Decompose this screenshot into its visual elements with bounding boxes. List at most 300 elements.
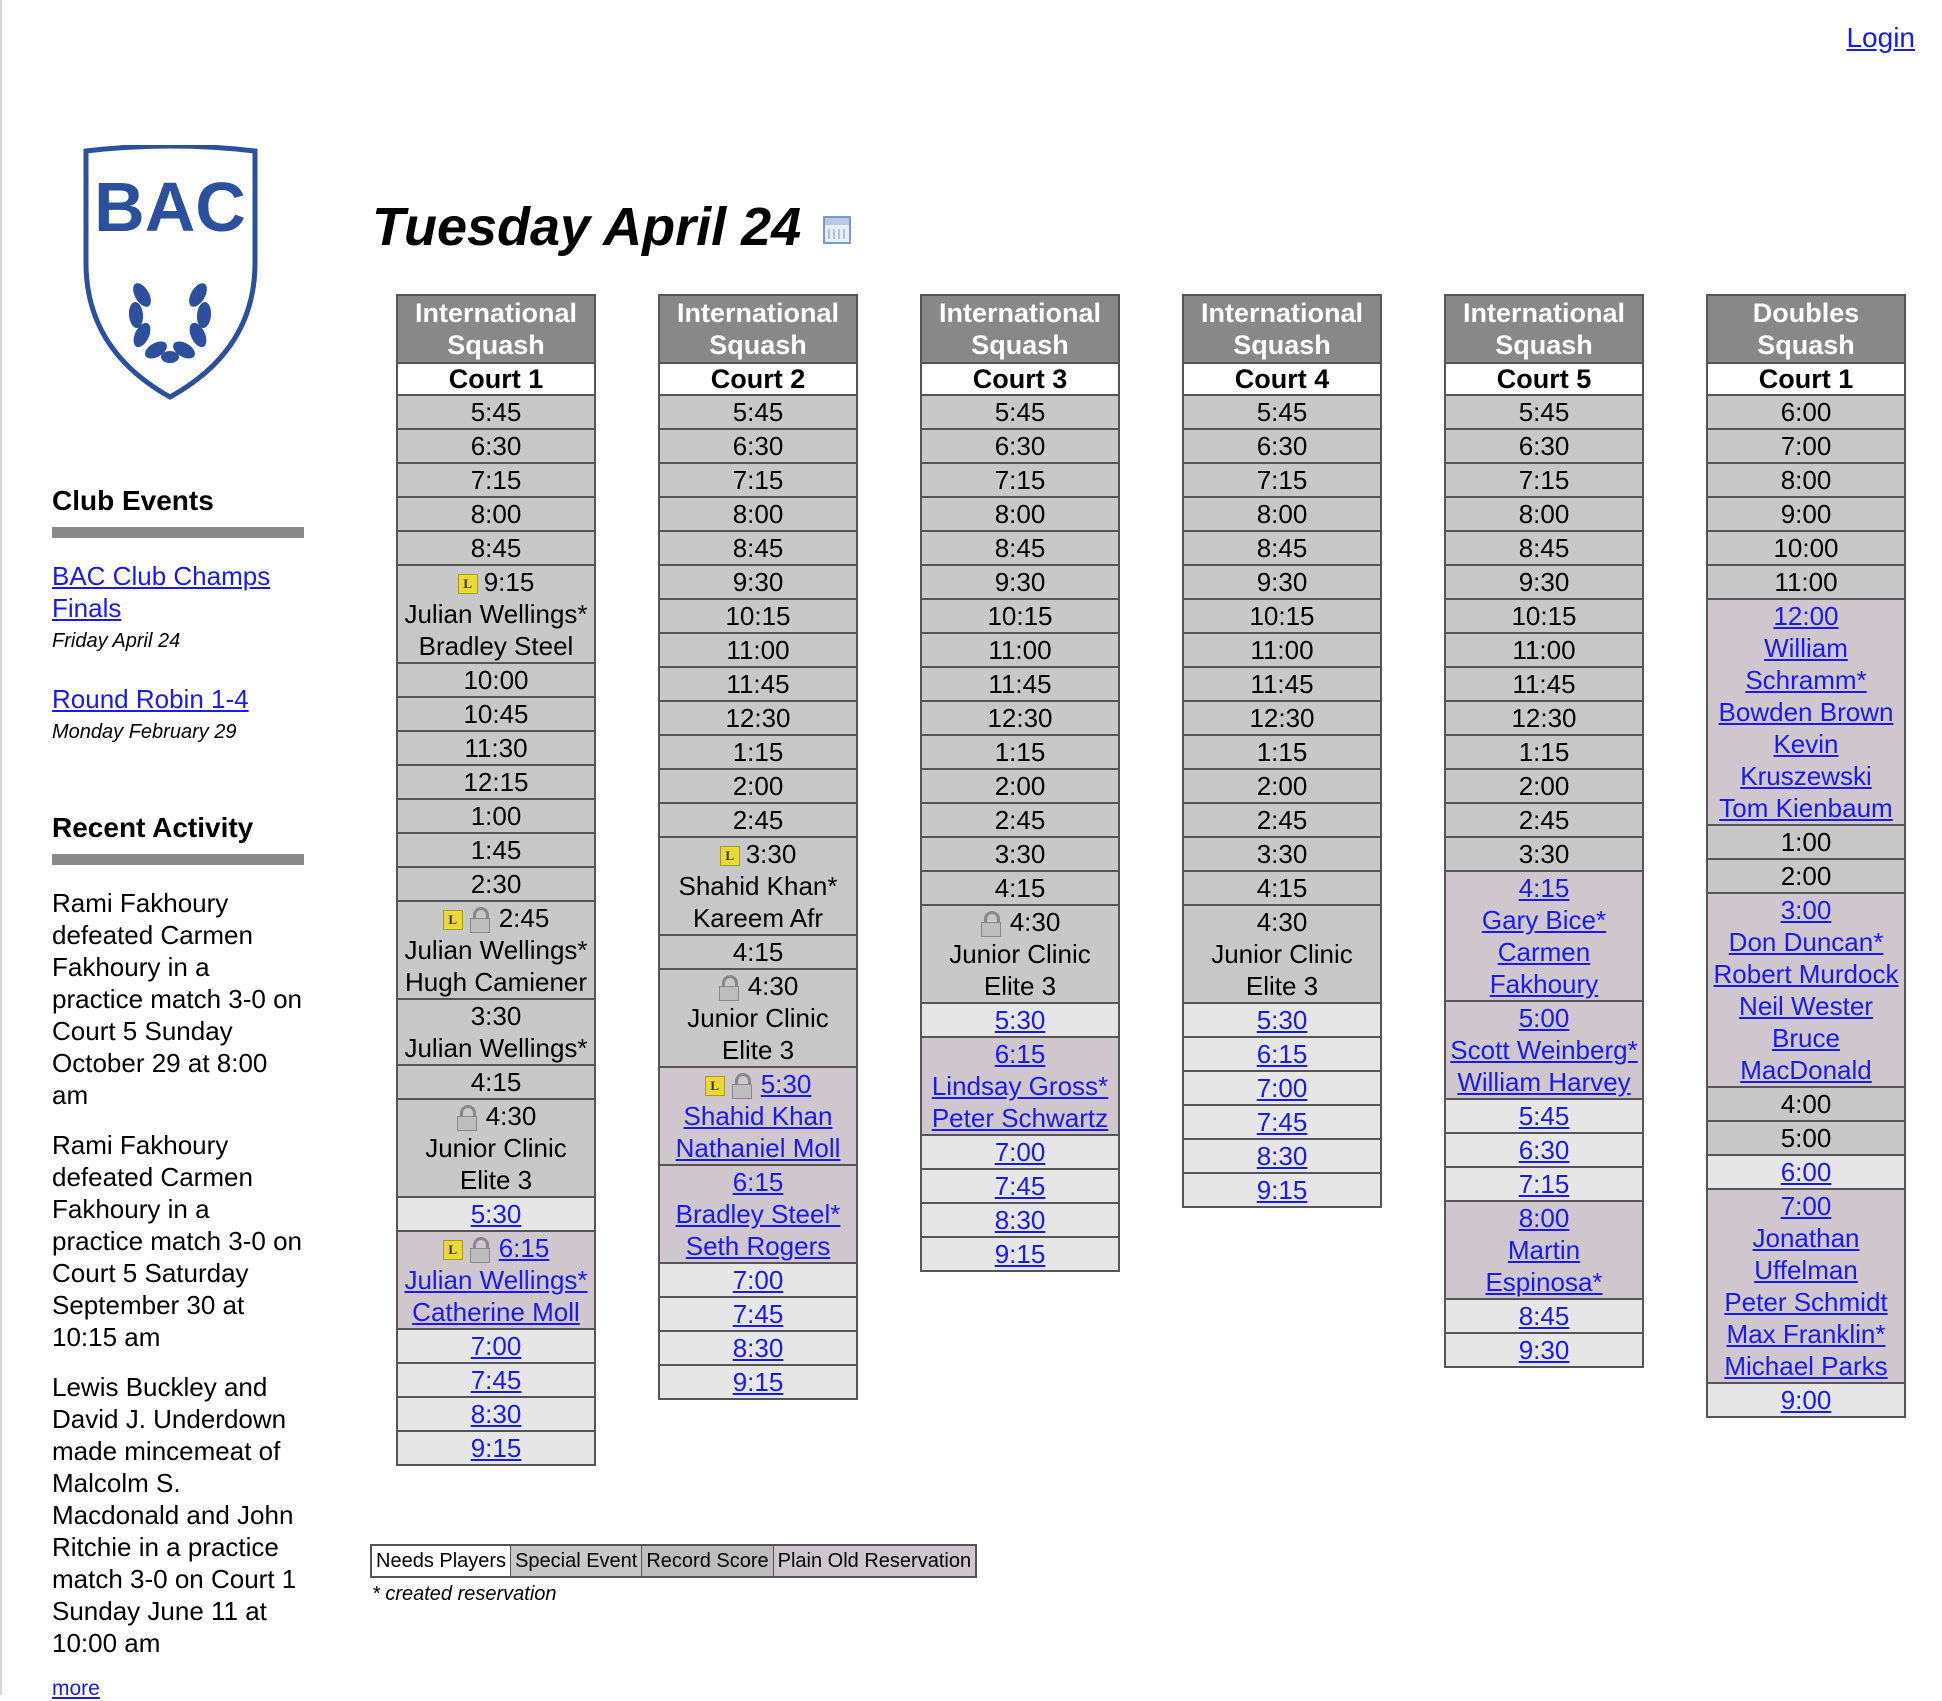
slot-time-text[interactable]: 7:45 bbox=[732, 1299, 784, 1329]
slot-player-name[interactable]: Robert Murdock bbox=[1713, 959, 1899, 989]
slot-time-text[interactable]: 7:15 bbox=[1518, 1169, 1570, 1199]
slot-player-name[interactable]: Peter Schwartz bbox=[931, 1103, 1109, 1133]
slot-time[interactable] bbox=[1446, 1168, 1642, 1200]
time-slot[interactable] bbox=[1708, 894, 1904, 1088]
slot-time[interactable] bbox=[1708, 1190, 1904, 1222]
slot-player-name[interactable]: Michael Parks bbox=[1724, 1351, 1888, 1381]
slot-time bbox=[660, 970, 856, 1002]
slot-player[interactable] bbox=[1446, 1066, 1642, 1098]
slot-time[interactable] bbox=[398, 1398, 594, 1430]
time-slot bbox=[660, 838, 856, 936]
slot-player[interactable] bbox=[1446, 968, 1642, 1000]
slot-time-text[interactable]: 7:45 bbox=[1256, 1107, 1308, 1137]
time-slot bbox=[1184, 600, 1380, 634]
time-slot[interactable] bbox=[660, 1298, 856, 1332]
slot-time-text[interactable]: 8:00 bbox=[1518, 1203, 1570, 1233]
slot-player-name[interactable]: William bbox=[1764, 633, 1848, 663]
slot-time[interactable] bbox=[922, 1038, 1118, 1070]
time-slot[interactable] bbox=[1708, 1384, 1904, 1416]
slot-time bbox=[1184, 498, 1380, 530]
slot-time[interactable] bbox=[660, 1298, 856, 1330]
time-slot[interactable] bbox=[1184, 1072, 1380, 1106]
slot-time[interactable] bbox=[398, 1198, 594, 1230]
time-slot bbox=[1708, 1088, 1904, 1122]
time-slot[interactable] bbox=[1184, 1038, 1380, 1072]
slot-time-text: 11:45 bbox=[1250, 669, 1314, 699]
slot-time-text[interactable]: 7:00 bbox=[470, 1331, 522, 1361]
club-events-heading: Club Events bbox=[52, 485, 214, 516]
league-l-icon: L bbox=[458, 574, 478, 594]
slot-time-text[interactable]: 4:15 bbox=[1518, 873, 1570, 903]
slot-time[interactable] bbox=[660, 1166, 856, 1198]
slot-player[interactable] bbox=[1708, 1286, 1904, 1318]
slot-time-text[interactable]: 7:00 bbox=[994, 1137, 1046, 1167]
slot-time[interactable] bbox=[1184, 1140, 1380, 1172]
slot-time[interactable] bbox=[922, 1136, 1118, 1168]
time-slot[interactable] bbox=[398, 1432, 594, 1464]
slot-time-text: 7:00 bbox=[1780, 431, 1832, 461]
slot-time[interactable] bbox=[1446, 1100, 1642, 1132]
slot-player[interactable] bbox=[922, 1102, 1118, 1134]
slot-player-name[interactable]: Martin bbox=[1507, 1235, 1581, 1265]
slot-time-text[interactable]: 7:00 bbox=[732, 1265, 784, 1295]
slot-player[interactable] bbox=[922, 1070, 1118, 1102]
slot-time-text: 7:15 bbox=[470, 465, 522, 495]
more-link[interactable]: more bbox=[52, 1677, 100, 1700]
slot-time bbox=[398, 464, 594, 496]
league-l-icon: L bbox=[705, 1076, 725, 1096]
slot-time-text[interactable]: 6:15 bbox=[1256, 1039, 1308, 1069]
slot-time bbox=[1184, 396, 1380, 428]
slot-time bbox=[1708, 396, 1904, 428]
court-type-header: International Squash bbox=[660, 296, 856, 362]
slot-time-text[interactable]: 6:00 bbox=[1780, 1157, 1832, 1187]
time-slot[interactable] bbox=[660, 1264, 856, 1298]
slot-time[interactable] bbox=[398, 1364, 594, 1396]
slot-time-text: 10:15 bbox=[1249, 601, 1315, 631]
slot-player[interactable] bbox=[1708, 1222, 1904, 1254]
slot-time-text: 12:30 bbox=[987, 703, 1053, 733]
slot-player-name[interactable]: Bowden Brown bbox=[1718, 697, 1894, 727]
time-slot bbox=[660, 634, 856, 668]
slot-player[interactable] bbox=[398, 1296, 594, 1328]
slot-time bbox=[1184, 566, 1380, 598]
slot-time[interactable] bbox=[922, 1004, 1118, 1036]
slot-time bbox=[398, 566, 594, 598]
slot-player[interactable] bbox=[1708, 1350, 1904, 1382]
slot-time[interactable] bbox=[660, 1264, 856, 1296]
slot-time-text: 8:00 bbox=[1256, 499, 1308, 529]
slot-time[interactable] bbox=[1446, 1300, 1642, 1332]
slot-time-text: 7:15 bbox=[1256, 465, 1308, 495]
time-slot[interactable] bbox=[1184, 1106, 1380, 1140]
slot-time-text[interactable]: 9:15 bbox=[470, 1433, 522, 1463]
court-column bbox=[658, 294, 858, 1400]
slot-player[interactable] bbox=[1708, 696, 1904, 728]
time-slot bbox=[922, 906, 1118, 1004]
slot-player-name[interactable]: Fakhoury bbox=[1489, 969, 1599, 999]
time-slot bbox=[398, 498, 594, 532]
court-type-header: International Squash bbox=[1184, 296, 1380, 362]
time-slot[interactable] bbox=[922, 1238, 1118, 1270]
slot-time-text[interactable]: 5:30 bbox=[760, 1069, 812, 1099]
court-name: Court 3 bbox=[922, 362, 1118, 396]
slot-time bbox=[398, 1066, 594, 1098]
slot-time-text[interactable]: 6:15 bbox=[732, 1167, 784, 1197]
court-type-header: International Squash bbox=[922, 296, 1118, 362]
slot-time bbox=[1446, 396, 1642, 428]
time-slot[interactable] bbox=[1184, 1140, 1380, 1174]
time-slot[interactable] bbox=[922, 1170, 1118, 1204]
slot-player[interactable] bbox=[1446, 904, 1642, 936]
court-type-header: Doubles Squash bbox=[1708, 296, 1904, 362]
time-slot[interactable] bbox=[1446, 1134, 1642, 1168]
slot-player-name[interactable]: Max Franklin* bbox=[1726, 1319, 1886, 1349]
slot-time[interactable] bbox=[922, 1204, 1118, 1236]
time-slot bbox=[398, 1066, 594, 1100]
slot-time-text: 6:30 bbox=[732, 431, 784, 461]
slot-player-name[interactable]: Bruce bbox=[1772, 1023, 1840, 1053]
time-slot[interactable] bbox=[1708, 1190, 1904, 1384]
slot-time bbox=[398, 532, 594, 564]
time-slot[interactable] bbox=[1446, 1300, 1642, 1334]
slot-player-name[interactable]: Kruszewski bbox=[1740, 761, 1872, 791]
slot-time-text: 1:00 bbox=[470, 801, 522, 831]
slot-time[interactable] bbox=[1184, 1072, 1380, 1104]
slot-time[interactable] bbox=[1446, 1334, 1642, 1366]
time-slot bbox=[660, 736, 856, 770]
time-slot bbox=[1446, 532, 1642, 566]
time-slot[interactable] bbox=[1446, 1168, 1642, 1202]
time-slot bbox=[1184, 906, 1380, 1004]
court-column bbox=[1706, 294, 1906, 1418]
slot-time-text: 3:30 bbox=[1256, 839, 1308, 869]
slot-time-text[interactable]: 9:15 bbox=[732, 1367, 784, 1397]
slot-time-text: 9:30 bbox=[994, 567, 1046, 597]
time-slot[interactable] bbox=[922, 1204, 1118, 1238]
slot-time bbox=[1184, 702, 1380, 734]
slot-player[interactable] bbox=[1708, 1054, 1904, 1086]
slot-time bbox=[1184, 464, 1380, 496]
slot-time bbox=[922, 736, 1118, 768]
time-slot[interactable] bbox=[1184, 1004, 1380, 1038]
slot-time-text: 10:00 bbox=[463, 665, 529, 695]
slot-time[interactable] bbox=[660, 1366, 856, 1398]
slot-player[interactable] bbox=[1446, 1034, 1642, 1066]
slot-time bbox=[660, 532, 856, 564]
court-name: Court 4 bbox=[1184, 362, 1380, 396]
slot-time[interactable] bbox=[1708, 600, 1904, 632]
slot-player-name[interactable]: Seth Rogers bbox=[685, 1231, 831, 1261]
slot-time[interactable] bbox=[398, 1432, 594, 1464]
time-slot bbox=[398, 766, 594, 800]
time-slot bbox=[922, 702, 1118, 736]
time-slot bbox=[1184, 838, 1380, 872]
slot-player-name[interactable]: William Harvey bbox=[1457, 1067, 1631, 1097]
slot-time-text[interactable]: 5:30 bbox=[994, 1005, 1046, 1035]
slot-time[interactable] bbox=[660, 1332, 856, 1364]
time-slot bbox=[1446, 804, 1642, 838]
time-slot bbox=[1184, 634, 1380, 668]
time-slot[interactable] bbox=[1184, 1174, 1380, 1206]
slot-time-text[interactable]: 5:30 bbox=[1256, 1005, 1308, 1035]
slot-time-text: 4:15 bbox=[732, 937, 784, 967]
slot-time-text[interactable]: 8:30 bbox=[1256, 1141, 1308, 1171]
time-slot[interactable] bbox=[1446, 1002, 1642, 1100]
time-slot[interactable] bbox=[1446, 1202, 1642, 1300]
slot-player[interactable] bbox=[1708, 1022, 1904, 1054]
slot-player[interactable] bbox=[1708, 664, 1904, 696]
slot-time-text: 8:00 bbox=[732, 499, 784, 529]
slot-time-text[interactable]: 8:30 bbox=[470, 1399, 522, 1429]
court-column bbox=[1444, 294, 1644, 1368]
slot-time-text: 11:00 bbox=[1250, 635, 1314, 665]
event-link[interactable]: BAC Club Champs Finals bbox=[52, 561, 271, 623]
slot-time bbox=[660, 804, 856, 836]
slot-player bbox=[398, 598, 594, 630]
time-slot[interactable] bbox=[398, 1364, 594, 1398]
slot-player-name: Junior Clinic bbox=[425, 1133, 567, 1163]
slot-time bbox=[1184, 838, 1380, 870]
slot-time-text: 5:45 bbox=[470, 397, 522, 427]
time-slot bbox=[922, 668, 1118, 702]
slot-time bbox=[1184, 668, 1380, 700]
time-slot[interactable] bbox=[1708, 600, 1904, 826]
time-slot bbox=[660, 668, 856, 702]
slot-time-text: 6:30 bbox=[1518, 431, 1570, 461]
slot-time-text[interactable]: 7:45 bbox=[994, 1171, 1046, 1201]
slot-player[interactable] bbox=[660, 1198, 856, 1230]
slot-time[interactable] bbox=[1708, 1384, 1904, 1416]
lock-icon bbox=[469, 1237, 491, 1263]
slot-player[interactable] bbox=[660, 1132, 856, 1164]
slot-time-text[interactable]: 9:15 bbox=[1256, 1175, 1308, 1205]
slot-player[interactable] bbox=[660, 1100, 856, 1132]
time-slot[interactable] bbox=[922, 1038, 1118, 1136]
slot-time-text[interactable]: 8:45 bbox=[1518, 1301, 1570, 1331]
slot-time-text: 11:00 bbox=[1774, 567, 1838, 597]
time-slot bbox=[1184, 770, 1380, 804]
legend-note: * created reservation bbox=[372, 1583, 557, 1605]
court-name: Court 5 bbox=[1446, 362, 1642, 396]
time-slot[interactable] bbox=[922, 1004, 1118, 1038]
slot-player-name[interactable]: Jonathan bbox=[1752, 1223, 1860, 1253]
slot-player bbox=[660, 1034, 856, 1066]
slot-player[interactable] bbox=[1708, 926, 1904, 958]
slot-time-text: 9:30 bbox=[1518, 567, 1570, 597]
court-name: Court 1 bbox=[1708, 362, 1904, 396]
slot-player-name[interactable]: Lindsay Gross* bbox=[931, 1071, 1109, 1101]
logo-text: BAC bbox=[94, 168, 246, 246]
slot-time bbox=[1708, 1122, 1904, 1154]
slot-player-name[interactable]: Espinosa* bbox=[1485, 1267, 1603, 1297]
time-slot[interactable] bbox=[1446, 1334, 1642, 1366]
time-slot[interactable] bbox=[398, 1398, 594, 1432]
time-slot bbox=[1184, 430, 1380, 464]
slot-time[interactable] bbox=[1708, 894, 1904, 926]
court-column bbox=[920, 294, 1120, 1272]
slot-player[interactable] bbox=[1708, 1318, 1904, 1350]
time-slot[interactable] bbox=[660, 1332, 856, 1366]
slot-time-text[interactable]: 8:30 bbox=[994, 1205, 1046, 1235]
slot-player-name[interactable]: Don Duncan* bbox=[1728, 927, 1884, 957]
slot-time-text[interactable]: 3:00 bbox=[1780, 895, 1832, 925]
activity-item: Lewis Buckley and David J. Underdown made mincemeat of Malcolm S. Macdonald and John Ritchie in a practice match 3-0 on Court 1 Sunday June 11 at 10:00 am bbox=[52, 1372, 297, 1658]
slot-player[interactable] bbox=[1446, 1266, 1642, 1298]
slot-time[interactable] bbox=[1446, 1202, 1642, 1234]
time-slot bbox=[922, 736, 1118, 770]
slot-time-text: 8:00 bbox=[470, 499, 522, 529]
slot-time-text[interactable]: 6:15 bbox=[994, 1039, 1046, 1069]
time-slot[interactable] bbox=[1446, 872, 1642, 1002]
slot-player-name[interactable]: Scott Weinberg* bbox=[1450, 1035, 1638, 1065]
slot-time-text: 1:15 bbox=[732, 737, 784, 767]
slot-time[interactable] bbox=[1184, 1174, 1380, 1206]
slot-player[interactable] bbox=[1446, 1234, 1642, 1266]
slot-time-text: 10:00 bbox=[1773, 533, 1839, 563]
slot-time-text[interactable]: 5:45 bbox=[1518, 1101, 1570, 1131]
slot-time[interactable] bbox=[1184, 1106, 1380, 1138]
slot-time[interactable] bbox=[1708, 1156, 1904, 1188]
slot-time[interactable] bbox=[398, 1232, 594, 1264]
slot-player-name[interactable]: Carmen bbox=[1497, 937, 1591, 967]
time-slot bbox=[1446, 498, 1642, 532]
slot-time-text: 4:30 bbox=[747, 971, 799, 1001]
time-slot bbox=[660, 498, 856, 532]
slot-time-text[interactable]: 7:45 bbox=[470, 1365, 522, 1395]
slot-time-text[interactable]: 6:15 bbox=[498, 1233, 550, 1263]
slot-player-name[interactable]: Catherine Moll bbox=[412, 1297, 580, 1327]
slot-time-text: 8:00 bbox=[1518, 499, 1570, 529]
slot-player-name[interactable]: MacDonald bbox=[1740, 1055, 1872, 1085]
slot-time-text[interactable]: 9:30 bbox=[1518, 1335, 1570, 1365]
slot-time-text[interactable]: 5:30 bbox=[470, 1199, 522, 1229]
legend-record-score: Record Score bbox=[642, 1546, 773, 1576]
time-slot[interactable] bbox=[660, 1366, 856, 1398]
slot-time[interactable] bbox=[660, 1068, 856, 1100]
time-slot bbox=[398, 566, 594, 664]
time-slot[interactable] bbox=[398, 1330, 594, 1364]
event-date: Friday April 24 bbox=[52, 630, 181, 652]
slot-time-text: 12:30 bbox=[1511, 703, 1577, 733]
slot-player[interactable] bbox=[1708, 958, 1904, 990]
time-slot[interactable] bbox=[1446, 1100, 1642, 1134]
slot-time bbox=[398, 698, 594, 730]
slot-time-text: 9:15 bbox=[483, 567, 535, 597]
slot-player-name[interactable]: Uffelman bbox=[1754, 1255, 1858, 1285]
slot-player-name[interactable]: Julian Wellings* bbox=[404, 1265, 588, 1295]
slot-time-text[interactable]: 6:30 bbox=[1518, 1135, 1570, 1165]
time-slot[interactable] bbox=[398, 1232, 594, 1330]
slot-player-name[interactable]: Neil Wester bbox=[1739, 991, 1873, 1021]
slot-time[interactable] bbox=[1184, 1004, 1380, 1036]
time-slot bbox=[1184, 566, 1380, 600]
slot-time[interactable] bbox=[1446, 1002, 1642, 1034]
slot-time-text[interactable]: 7:00 bbox=[1780, 1191, 1832, 1221]
slot-time-text[interactable]: 9:00 bbox=[1780, 1385, 1832, 1415]
slot-player[interactable] bbox=[1708, 1254, 1904, 1286]
slot-player bbox=[398, 1164, 594, 1196]
time-slot[interactable] bbox=[398, 1198, 594, 1232]
slot-time-text: 6:00 bbox=[1780, 397, 1832, 427]
slot-time[interactable] bbox=[398, 1330, 594, 1362]
time-slot bbox=[922, 566, 1118, 600]
login-link[interactable]: Login bbox=[1846, 22, 1915, 53]
slot-player-name[interactable]: Schramm* bbox=[1745, 665, 1867, 695]
slot-player-name[interactable]: Peter Schmidt bbox=[1724, 1287, 1888, 1317]
slot-time-text[interactable]: 7:00 bbox=[1256, 1073, 1308, 1103]
time-slot bbox=[1184, 702, 1380, 736]
slot-player[interactable] bbox=[398, 1264, 594, 1296]
slot-time[interactable] bbox=[1446, 872, 1642, 904]
slot-time bbox=[660, 634, 856, 666]
event-link[interactable]: Round Robin 1-4 bbox=[52, 684, 249, 714]
slot-time-text: 1:45 bbox=[470, 835, 522, 865]
slot-player-name[interactable]: Bradley Steel* bbox=[675, 1199, 841, 1229]
time-slot bbox=[660, 770, 856, 804]
slot-time-text: 10:15 bbox=[725, 601, 791, 631]
time-slot[interactable] bbox=[922, 1136, 1118, 1170]
time-slot[interactable] bbox=[660, 1068, 856, 1166]
slot-player[interactable] bbox=[1708, 632, 1904, 664]
slot-player[interactable] bbox=[1446, 936, 1642, 968]
calendar-icon[interactable] bbox=[823, 216, 851, 244]
time-slot bbox=[1446, 838, 1642, 872]
slot-time-text: 10:45 bbox=[463, 699, 529, 729]
slot-time-text: 1:00 bbox=[1780, 827, 1832, 857]
slot-player[interactable] bbox=[1708, 728, 1904, 760]
slot-time-text[interactable]: 9:15 bbox=[994, 1239, 1046, 1269]
slot-time-text[interactable]: 5:00 bbox=[1518, 1003, 1570, 1033]
slot-time bbox=[398, 732, 594, 764]
slot-time-text[interactable]: 8:30 bbox=[732, 1333, 784, 1363]
slot-time bbox=[922, 906, 1118, 938]
slot-player-name[interactable]: Tom Kienbaum bbox=[1719, 793, 1893, 823]
time-slot[interactable] bbox=[1708, 1156, 1904, 1190]
time-slot bbox=[1184, 498, 1380, 532]
slot-time[interactable] bbox=[1446, 1134, 1642, 1166]
slot-time bbox=[660, 498, 856, 530]
slot-player[interactable] bbox=[1708, 990, 1904, 1022]
slot-time-text: 2:45 bbox=[732, 805, 784, 835]
time-slot bbox=[1708, 396, 1904, 430]
slot-player[interactable] bbox=[660, 1230, 856, 1262]
slot-player-name[interactable]: Shahid Khan bbox=[683, 1101, 833, 1131]
time-slot bbox=[1708, 860, 1904, 894]
slot-time-text: 11:45 bbox=[726, 669, 790, 699]
slot-player-name: Julian Wellings* bbox=[404, 599, 588, 629]
slot-time[interactable] bbox=[1184, 1038, 1380, 1070]
slot-time bbox=[398, 834, 594, 866]
slot-time-text[interactable]: 12:00 bbox=[1773, 601, 1839, 631]
slot-player[interactable] bbox=[1708, 792, 1904, 824]
slot-time bbox=[660, 566, 856, 598]
time-slot[interactable] bbox=[660, 1166, 856, 1264]
slot-time bbox=[660, 936, 856, 968]
court-type-header: International Squash bbox=[398, 296, 594, 362]
slot-player-name[interactable]: Gary Bice* bbox=[1481, 905, 1607, 935]
slot-player-name[interactable]: Nathaniel Moll bbox=[675, 1133, 841, 1163]
time-slot bbox=[1446, 566, 1642, 600]
slot-time[interactable] bbox=[922, 1238, 1118, 1270]
time-slot bbox=[922, 532, 1118, 566]
slot-player-name[interactable]: Kevin bbox=[1773, 729, 1839, 759]
slot-time bbox=[1184, 736, 1380, 768]
slot-player[interactable] bbox=[1708, 760, 1904, 792]
slot-player bbox=[660, 870, 856, 902]
time-slot bbox=[922, 498, 1118, 532]
slot-time[interactable] bbox=[922, 1170, 1118, 1202]
